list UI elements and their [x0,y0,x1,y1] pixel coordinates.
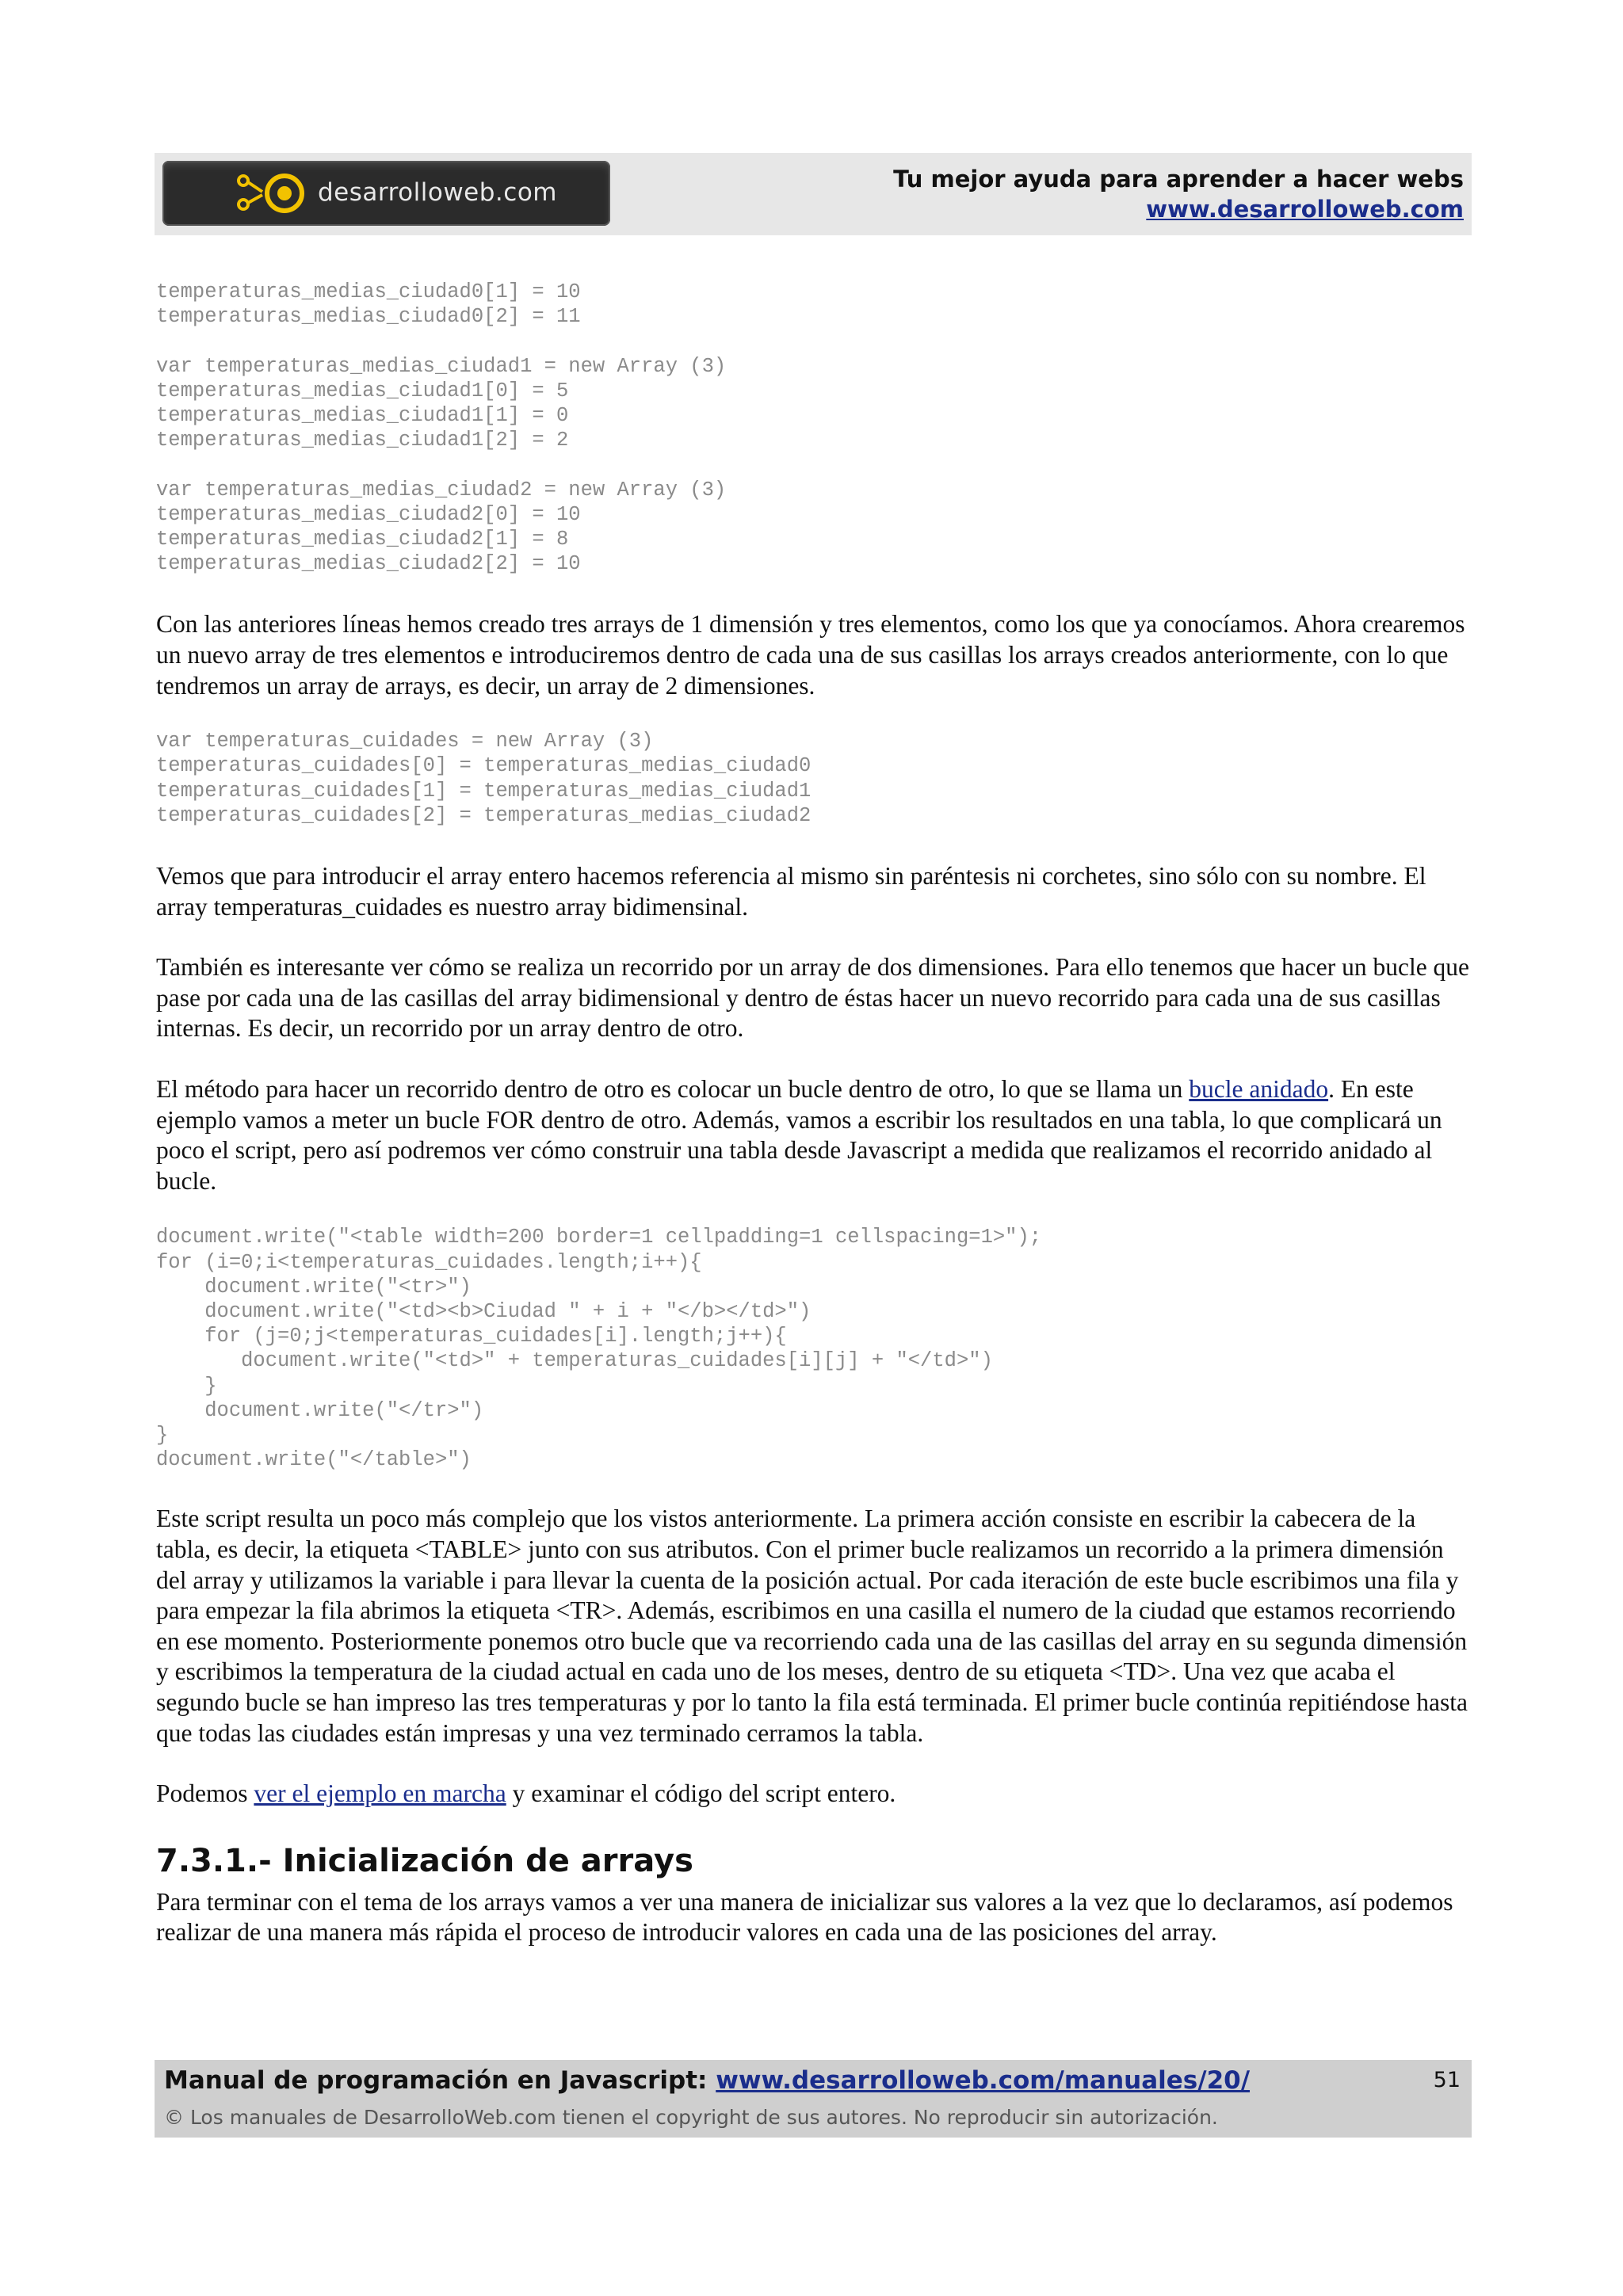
header-tagline: Tu mejor ayuda para aprender a hacer webs [893,166,1464,193]
page-header [155,153,1472,235]
paragraph-script-explanation: Este script resulta un poco más complejo que los vistos anteriormente. La primera acción consiste en escribir la cabecera de la tabla, es decir, la etiqueta <TABLE> junto con sus atributos. Con el primer bucle realizamos un recorrido a la primera dimensión del array y utilizamos la variable i para llevar la cuenta de la posición actual. Por cada iteración de este bucle escribimos una fila y para empezar la fila abrimos la etiqueta <TR>. Además, escribimos en una casilla el numero de la ciudad que estamos recorriendo en ese momento. Posteriormente ponemos otro bucle que va recorriendo cada una de las casillas del array en su segunda dimensión y escribimos la temperatura de la ciudad actual en cada uno de los meses, dentro de su etiqueta <TD>. Una vez que acaba el segundo bucle se han impreso las tres temperaturas y por lo tanto la fila está terminada. El primer bucle continúa repitiéndose hasta que todas las ciudades están impresas y una vez terminado cerramos la tabla. [156,1505,1468,1747]
footer-manual-link[interactable]: www.desarrolloweb.com/manuales/20/ [716,2066,1251,2095]
paragraph-bucle-anidado [156,1074,1473,1196]
para4-text-before: El método para hacer un recorrido dentro de otro es colocar un bucle dentro de otro, lo que se llama un [156,1075,1190,1103]
bucle-anidado-link[interactable]: bucle anidado [1189,1075,1329,1103]
paragraph-recorrido: También es interesante ver cómo se realiza un recorrido por un array de dos dimensiones. Para ello tenemos que hacer un bucle que pase por cada una de las casillas del array bidimensional y dentro de éstas hacer un nuevo recorrido para cada una de sus casillas internas. Es decir, un recorrido por un array dentro de otro. [156,953,1470,1043]
code-block-bidimensional: var temperaturas_cuidades = new Array (3) temperaturas_cuidades[0] = temperaturas_medias_ciudad0 temperaturas_cuidades[1] = temperaturas_medias_ciudad1 temperaturas_cuidades[2] = temperaturas_medias_ciudad2 [156,730,812,827]
footer-copyright: © Los manuales de DesarrolloWeb.com tienen el copyright de sus autores. No reproducir sin autorización. [164,2106,1218,2129]
page-content [156,280,1473,1948]
paragraph-inicializacion: Para terminar con el tema de los arrays vamos a ver una manera de inicializar sus valores a la vez que lo declaramos, así podemos realizar de una manera más rápida el proceso de introducir valores en cada una de las posiciones del array. [156,1887,1453,1947]
paragraph-ver-ejemplo [156,1779,1473,1810]
paragraph-referencia: Vemos que para introducir el array entero hacemos referencia al mismo sin paréntesis ni corchetes, sino sólo con su nombre. El array temperaturas_cuidades es nuestro array bidimensinal. [156,862,1426,921]
ver-ejemplo-link[interactable]: ver el ejemplo en marcha [254,1779,506,1808]
paragraph-arrays-intro: Con las anteriores líneas hemos creado tres arrays de 1 dimensión y tres elementos, como los que ya conocíamos. Ahora crearemos un nuevo array de tres elementos e introduciremos dentro de cada una de sus casillas los arrays creados anteriormente, con lo que tendremos un array de arrays, es decir, un array de 2 dimensiones. [156,610,1465,700]
page-number: 51 [1433,2068,1461,2092]
code-block-table-script: document.write("<table width=200 border=1 cellpadding=1 cellspacing=1>"); for (i=0;i<temperaturas_cuidades.length;i++){ document.write("<tr>") document.write("<td><b>Ciudad " + i + "</b></td>") for (j=0;j<temperaturas_cuidades[i].length;j++){ document.write("<td>" + temperaturas_cuidades[i][j] + "</td>") } document.write("</tr>") } document.write("</table>") [156,1226,1042,1472]
footer-title [164,2066,1250,2095]
para4-text-after: . En este ejemplo vamos a meter un bucle FOR dentro de otro. Además, vamos a escribir los resultados en una tabla, lo que complicará un poco el script, pero así podremos ver cómo construir una tabla desde Javascript a medida que realizamos el recorrido anidado al bucle. [156,1075,1442,1195]
header-text [893,164,1464,224]
code-block-arrays: temperaturas_medias_ciudad0[1] = 10 temperaturas_medias_ciudad0[2] = 11 var temperaturas_medias_ciudad1 = new Array (3) temperaturas_medias_ciudad1[0] = 5 temperaturas_medias_ciudad1[1] = 0 temperaturas_medias_ciudad1[2] = 2 var temperaturas_medias_ciudad2 = new Array (3) temperaturas_medias_ciudad2[0] = 10 temperaturas_medias_ciudad2[1] = 8 temperaturas_medias_ciudad2[2] = 10 [156,280,727,576]
logo-mark-icon [235,173,315,214]
footer-title-prefix: Manual de programación en Javascript: [164,2066,716,2095]
para6-text-after: y examinar el código del script entero. [506,1779,896,1808]
para6-text-before: Podemos [156,1779,254,1808]
header-url-link[interactable]: www.desarrolloweb.com [1146,196,1464,223]
page-footer [155,2060,1472,2138]
section-heading: 7.3.1.- Inicialización de arrays [156,1842,693,1879]
desarrolloweb-logo[interactable] [162,161,610,226]
logo-text: desarrolloweb.com [318,178,557,207]
